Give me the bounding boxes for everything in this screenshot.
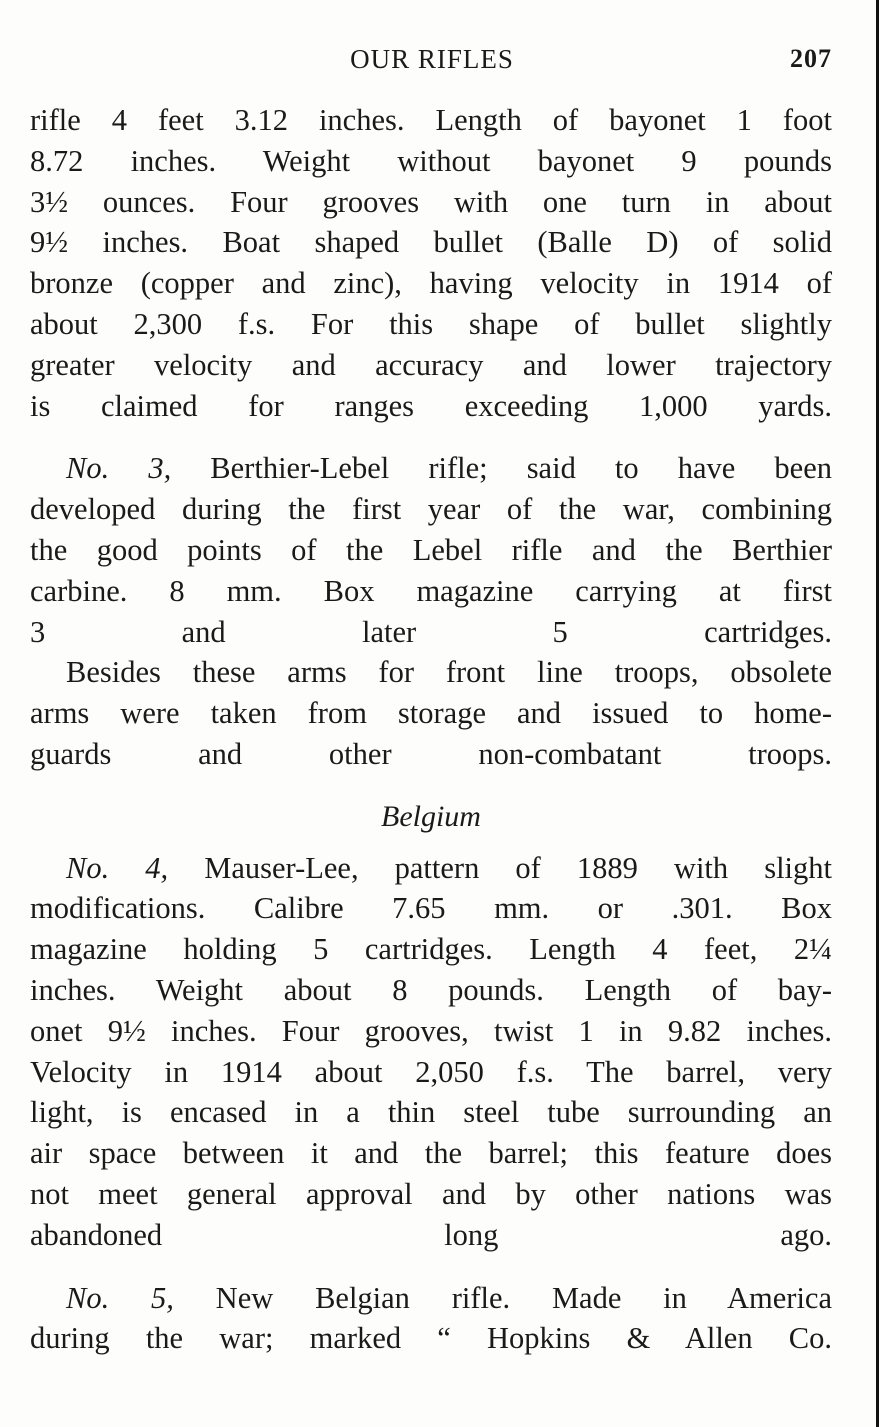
running-title: OUR RIFLES bbox=[350, 44, 514, 74]
paragraph-no-4 bbox=[30, 848, 832, 1256]
text-line: rifle 4 feet 3.12 inches. Length of bayonet 1 foot bbox=[30, 103, 832, 137]
text-line: 3 and later 5 cartridges. bbox=[30, 614, 832, 649]
text-line: not meet general approval and by other nations was bbox=[30, 1176, 832, 1211]
text-line: onet 9½ inches. Four grooves, twist 1 in 9.82 inches. bbox=[30, 1013, 832, 1048]
page-number: 207 bbox=[790, 44, 832, 73]
item-label: No. 5, bbox=[66, 1280, 174, 1315]
text-line: arms were taken from storage and issued to home- bbox=[30, 696, 832, 731]
text-line: carbine. 8 mm. Box magazine carrying at first bbox=[30, 573, 832, 608]
item-label: No. 4, bbox=[66, 850, 169, 885]
text-line: Besides these arms for front line troops, obsolete bbox=[66, 655, 832, 690]
text-line: No. 4, Mauser-Lee, pattern of 1889 with slight bbox=[66, 850, 833, 885]
text-line: is claimed for ranges exceeding 1,000 yards. bbox=[30, 388, 832, 423]
paragraph-rifle-continuation bbox=[30, 100, 832, 426]
paragraph-no-3 bbox=[30, 448, 832, 652]
text-line: No. 5, New Belgian rifle. Made in America bbox=[66, 1280, 833, 1315]
paragraph-no-5 bbox=[30, 1278, 832, 1360]
body-text bbox=[30, 100, 832, 1359]
text-line: during the war; marked “ Hopkins & Allen Co. bbox=[30, 1321, 832, 1356]
running-head bbox=[0, 44, 879, 80]
text-line: developed during the first year of the war, combining bbox=[30, 492, 832, 527]
text-line: the good points of the Lebel rifle and the Berthier bbox=[30, 532, 832, 567]
text-line: air space between it and the barrel; this feature does bbox=[30, 1136, 832, 1171]
text-line: abandoned long ago. bbox=[30, 1217, 832, 1252]
text-line: inches. Weight about 8 pounds. Length of bay- bbox=[30, 972, 832, 1007]
text-line: No. 3, Berthier-Lebel rifle; said to have been bbox=[66, 451, 833, 486]
text-line: about 2,300 f.s. For this shape of bullet slightly bbox=[30, 306, 832, 341]
text-line: bronze (copper and zinc), having velocity in 1914 of bbox=[30, 266, 832, 301]
text-line: 3½ ounces. Four grooves with one turn in about bbox=[30, 184, 832, 219]
section-heading: Belgium bbox=[381, 799, 481, 833]
text-line: greater velocity and accuracy and lower trajectory bbox=[30, 347, 832, 382]
text-line: modifications. Calibre 7.65 mm. or .301. Box bbox=[30, 891, 832, 926]
text-line: 8.72 inches. Weight without bayonet 9 pounds bbox=[30, 143, 832, 178]
paragraph-obsolete-arms bbox=[30, 652, 832, 774]
text-line: 9½ inches. Boat shaped bullet (Balle D) of solid bbox=[30, 225, 832, 260]
item-label: No. 3, bbox=[66, 451, 172, 486]
text-line: light, is encased in a thin steel tube surrounding an bbox=[30, 1095, 832, 1130]
text-line: guards and other non-combatant troops. bbox=[30, 736, 832, 771]
text-line: Velocity in 1914 about 2,050 f.s. The barrel, very bbox=[30, 1054, 832, 1089]
text-line: magazine holding 5 cartridges. Length 4 feet, 2¼ bbox=[30, 932, 832, 967]
